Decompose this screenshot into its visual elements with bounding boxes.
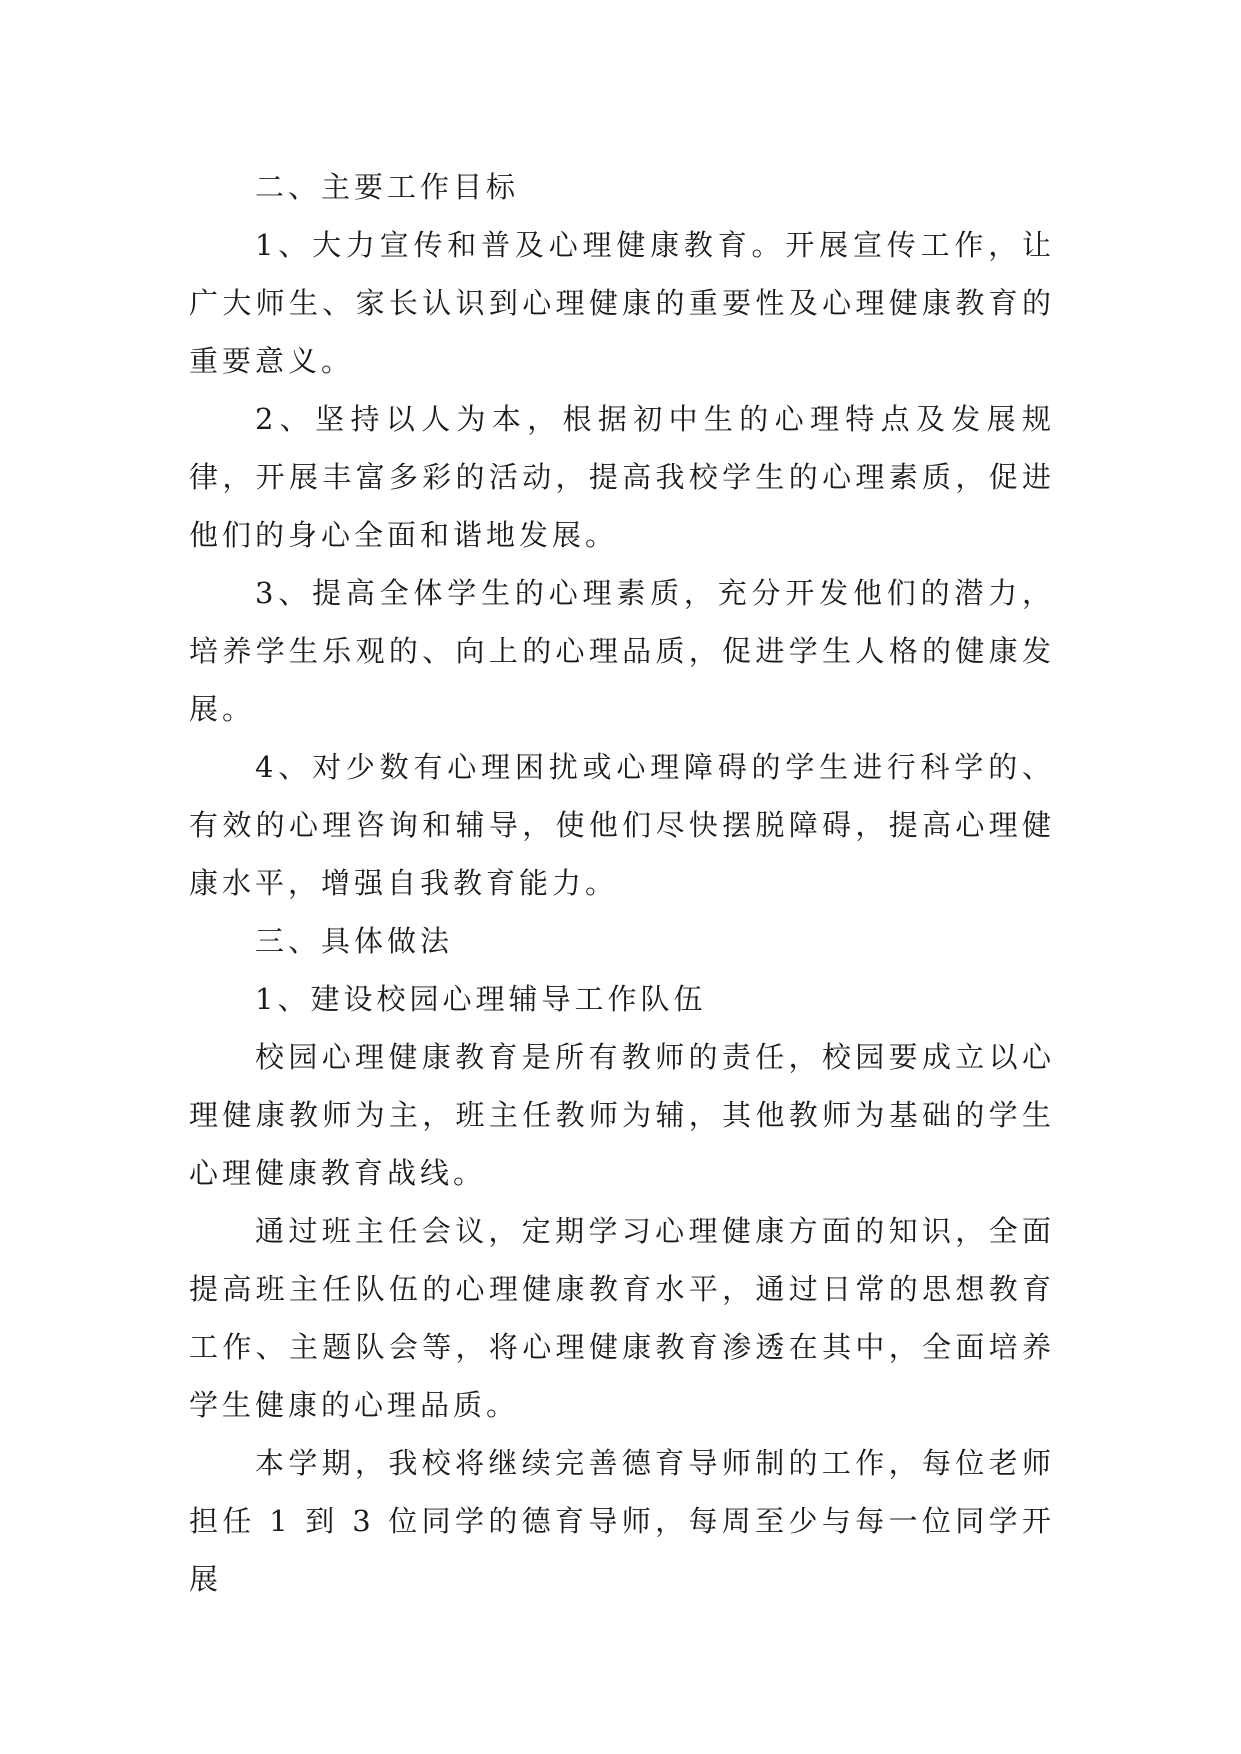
section-heading-methods: 三、具体做法 bbox=[255, 924, 454, 958]
document-body bbox=[189, 158, 1055, 1608]
paragraph-goal-2: 2、坚持以人为本，根据初中生的心理特点及发展规律，开展丰富多彩的活动，提高我校学生的心理素质，促进他们的身心全面和谐地发展。 bbox=[189, 402, 1055, 552]
paragraph-head-teacher-meetings: 通过班主任会议，定期学习心理健康方面的知识，全面提高班主任队伍的心理健康教育水平，通过日常的思想教育工作、主题队会等，将心理健康教育渗透在其中，全面培养学生健康的心理品质。 bbox=[189, 1214, 1055, 1422]
paragraph-goal-3: 3、提高全体学生的心理素质，充分开发他们的潜力，培养学生乐观的、向上的心理品质，促进学生人格的健康发展。 bbox=[189, 576, 1055, 726]
paragraph-goal-1: 1、大力宣传和普及心理健康教育。开展宣传工作，让广大师生、家长认识到心理健康的重要性及心理健康教育的重要意义。 bbox=[189, 228, 1055, 378]
paragraph-goal-4: 4、对少数有心理困扰或心理障碍的学生进行科学的、有效的心理咨询和辅导，使他们尽快摆脱障碍，提高心理健康水平，增强自我教育能力。 bbox=[189, 750, 1055, 900]
subheading-team-building: 1、建设校园心理辅导工作队伍 bbox=[255, 982, 707, 1016]
paragraph-mentor-system: 本学期，我校将继续完善德育导师制的工作，每位老师担任 1 到 3 位同学的德育导师，每周至少与每一位同学开展 bbox=[189, 1446, 1055, 1596]
paragraph-responsibility: 校园心理健康教育是所有教师的责任，校园要成立以心理健康教师为主，班主任教师为辅，其他教师为基础的学生心理健康教育战线。 bbox=[189, 1040, 1055, 1190]
section-heading-goals: 二、主要工作目标 bbox=[255, 170, 520, 204]
